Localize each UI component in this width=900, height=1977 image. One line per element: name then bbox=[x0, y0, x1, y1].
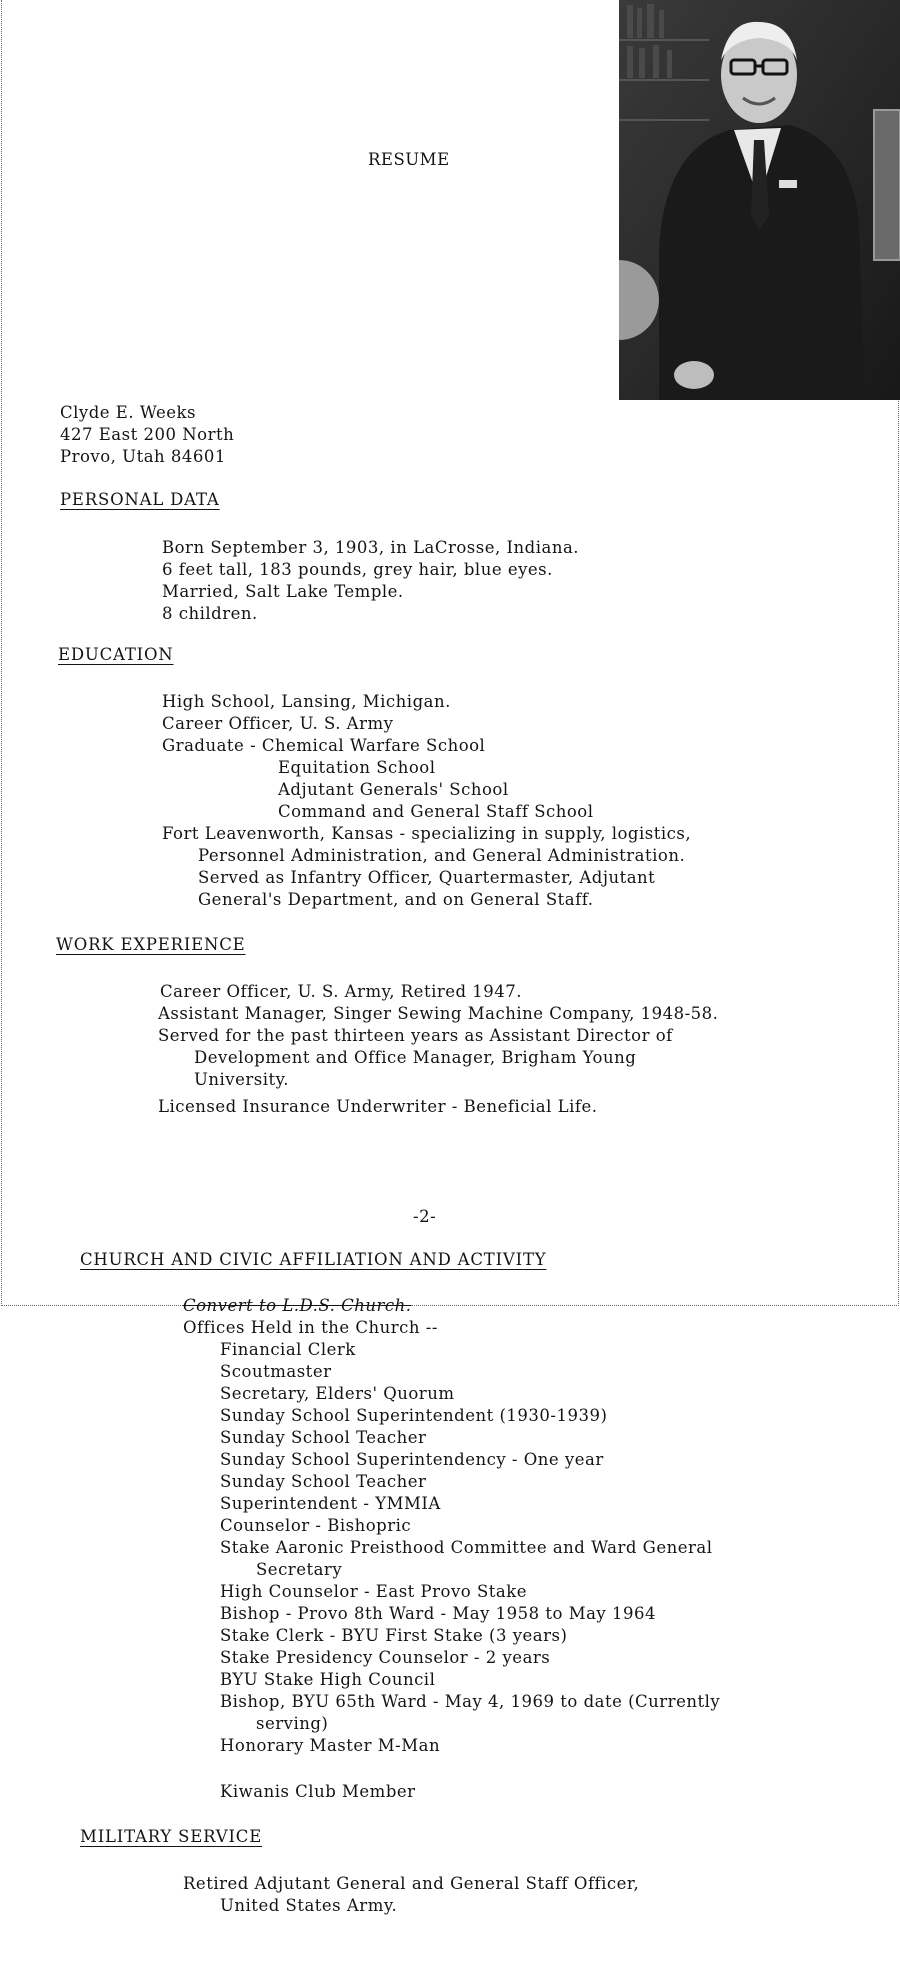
education-line: Graduate - Chemical Warfare School bbox=[162, 736, 486, 755]
office-item: BYU Stake High Council bbox=[220, 1670, 436, 1689]
education-line: Personnel Administration, and General Administration. bbox=[198, 846, 686, 865]
education-line: High School, Lansing, Michigan. bbox=[162, 692, 451, 711]
work-line: Licensed Insurance Underwriter - Beneficial Life. bbox=[158, 1097, 598, 1116]
page-number: -2- bbox=[413, 1207, 437, 1226]
office-item: Sunday School Superintendency - One year bbox=[220, 1450, 604, 1469]
work-line: University. bbox=[194, 1070, 290, 1089]
office-item: Counselor - Bishopric bbox=[220, 1516, 412, 1535]
education-line: Served as Infantry Officer, Quartermaster, Adjutant bbox=[198, 868, 656, 887]
office-item: Honorary Master M-Man bbox=[220, 1736, 441, 1755]
office-item: Sunday School Superintendent (1930-1939) bbox=[220, 1406, 608, 1425]
office-item: Superintendent - YMMIA bbox=[220, 1494, 441, 1513]
education-line: General's Department, and on General Staff. bbox=[198, 890, 594, 909]
office-item: Sunday School Teacher bbox=[220, 1428, 427, 1447]
resume-title: RESUME bbox=[368, 150, 450, 169]
education-line: Equitation School bbox=[278, 758, 436, 777]
office-item: Scoutmaster bbox=[220, 1362, 332, 1381]
personal-line: 8 children. bbox=[162, 604, 258, 623]
office-item-continued: serving) bbox=[256, 1714, 329, 1733]
personal-line: Born September 3, 1903, in LaCrosse, Indiana. bbox=[162, 538, 580, 557]
personal-line: 6 feet tall, 183 pounds, grey hair, blue eyes. bbox=[162, 560, 553, 579]
military-line: United States Army. bbox=[220, 1896, 398, 1915]
education-line: Fort Leavenworth, Kansas - specializing in supply, logistics, bbox=[162, 824, 692, 843]
work-line: Assistant Manager, Singer Sewing Machine Company, 1948-58. bbox=[158, 1004, 719, 1023]
office-item: Bishop - Provo 8th Ward - May 1958 to May 1964 bbox=[220, 1604, 656, 1623]
office-item: Stake Clerk - BYU First Stake (3 years) bbox=[220, 1626, 568, 1645]
personal-data-heading: PERSONAL DATA bbox=[60, 490, 220, 509]
education-heading: EDUCATION bbox=[58, 645, 174, 664]
work-line: Served for the past thirteen years as Assistant Director of bbox=[158, 1026, 673, 1045]
education-line: Career Officer, U. S. Army bbox=[162, 714, 394, 733]
office-item: Financial Clerk bbox=[220, 1340, 356, 1359]
name-line: Clyde E. Weeks bbox=[60, 403, 196, 422]
work-line: Development and Office Manager, Brigham Young bbox=[194, 1048, 637, 1067]
office-item: Stake Aaronic Preisthood Committee and Ward General bbox=[220, 1538, 713, 1557]
offices-intro: Offices Held in the Church -- bbox=[183, 1318, 438, 1337]
personal-line: Married, Salt Lake Temple. bbox=[162, 582, 404, 601]
kiwanis-line: Kiwanis Club Member bbox=[220, 1782, 416, 1801]
education-line: Adjutant Generals' School bbox=[278, 780, 509, 799]
portrait-illustration bbox=[619, 0, 900, 400]
office-item: High Counselor - East Provo Stake bbox=[220, 1582, 527, 1601]
military-line: Retired Adjutant General and General Staff Officer, bbox=[183, 1874, 640, 1893]
office-item-continued: Secretary bbox=[256, 1560, 343, 1579]
street-line: 427 East 200 North bbox=[60, 425, 235, 444]
education-line: Command and General Staff School bbox=[278, 802, 594, 821]
city-line: Provo, Utah 84601 bbox=[60, 447, 226, 466]
work-line: Career Officer, U. S. Army, Retired 1947. bbox=[160, 982, 523, 1001]
portrait-photo bbox=[619, 0, 900, 400]
church-civic-heading: CHURCH AND CIVIC AFFILIATION AND ACTIVITY bbox=[80, 1250, 547, 1269]
office-item: Sunday School Teacher bbox=[220, 1472, 427, 1491]
office-item: Bishop, BYU 65th Ward - May 4, 1969 to date (Currently bbox=[220, 1692, 721, 1711]
military-service-heading: MILITARY SERVICE bbox=[80, 1827, 263, 1846]
office-item: Secretary, Elders' Quorum bbox=[220, 1384, 455, 1403]
office-item: Stake Presidency Counselor - 2 years bbox=[220, 1648, 551, 1667]
work-experience-heading: WORK EXPERIENCE bbox=[56, 935, 246, 954]
convert-line: Convert to L.D.S. Church. bbox=[183, 1296, 412, 1315]
